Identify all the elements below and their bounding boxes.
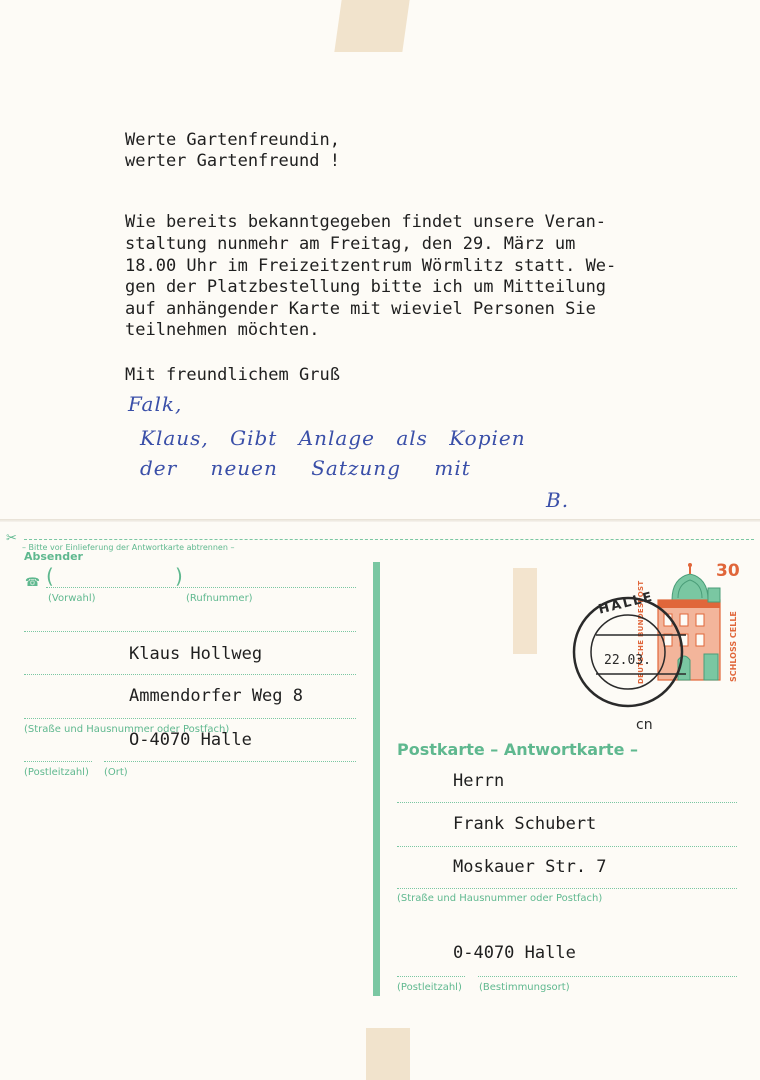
- sender-line-ort: [104, 761, 356, 762]
- handwriting-initial: B.: [546, 488, 570, 512]
- handwriting-line-1: Falk,: [128, 392, 183, 416]
- label-recipient-street: (Straße und Hausnummer oder Postfach): [397, 893, 603, 904]
- postmark-city: HALLE: [597, 589, 656, 618]
- recipient-salutation: Herrn: [453, 771, 505, 791]
- tape-mid: [513, 568, 537, 654]
- handwriting-line-3: der neuen Satzung mit: [140, 456, 471, 480]
- postmark-date: 22.03.: [604, 653, 651, 668]
- sender-city: O-4070 Halle: [129, 730, 252, 750]
- scissors-icon: ✂: [6, 531, 17, 546]
- card-divider: [373, 562, 380, 996]
- fold-line: [0, 519, 760, 522]
- body-line-2: staltung nunmehr am Freitag, den 29. März um: [125, 234, 576, 254]
- sender-line-2: [24, 674, 356, 675]
- body-line-6: teilnehmen möchten.: [125, 320, 320, 340]
- cut-line: [24, 539, 754, 540]
- body-line-4: gen der Platzbestellung bitte ich um Mitteilung: [125, 277, 607, 297]
- sender-label: Absender: [24, 550, 83, 563]
- postmark-code: cn: [636, 717, 653, 733]
- recipient-line-1: [397, 802, 737, 803]
- cut-instruction: – Bitte vor Einlieferung der Antwortkarte abtrennen –: [22, 543, 237, 552]
- body-line-5: auf anhängender Karte mit wieviel Personen Sie: [125, 299, 596, 319]
- label-sender-plz: (Postleitzahl): [24, 767, 89, 778]
- label-recipient-plz: (Postleitzahl): [397, 982, 462, 993]
- recipient-street: Moskauer Str. 7: [453, 857, 607, 877]
- recipient-line-3: [397, 888, 737, 889]
- handwriting-line-2: Klaus, Gibt Anlage als Kopien: [140, 426, 526, 450]
- sender-line-1: [24, 631, 356, 632]
- label-sender-ort: (Ort): [104, 767, 128, 778]
- label-recipient-ort: (Bestimmungsort): [479, 982, 570, 993]
- card-title: Postkarte – Antwortkarte –: [397, 740, 638, 759]
- greeting-line-1: Werte Gartenfreundin,: [125, 130, 340, 150]
- sender-street: Ammendorfer Weg 8: [129, 686, 303, 706]
- label-rufnummer: (Rufnummer): [186, 593, 253, 604]
- recipient-line-2: [397, 846, 737, 847]
- stamp-country: DEUTSCHE BUNDESPOST: [637, 580, 645, 684]
- phone-paren-open: (: [46, 564, 54, 588]
- phone-paren-close: ): [175, 564, 183, 588]
- stamp-motif: SCHLOSS CELLE: [729, 611, 738, 682]
- sender-line-3: [24, 718, 356, 719]
- tape-bottom: [366, 1028, 410, 1080]
- stamp-value: 30: [716, 561, 740, 581]
- body-line-1: Wie bereits bekanntgegeben findet unsere Veran-: [125, 212, 607, 232]
- phone-icon: ☎: [25, 575, 40, 589]
- sender-line-plz: [24, 761, 92, 762]
- recipient-city: 0-4070 Halle: [453, 943, 576, 963]
- phone-line: [46, 587, 356, 588]
- recipient-line-plz: [397, 976, 465, 977]
- sender-name: Klaus Hollweg: [129, 644, 263, 664]
- label-vorwahl: (Vorwahl): [48, 593, 96, 604]
- recipient-name: Frank Schubert: [453, 814, 597, 834]
- tape-top: [334, 0, 409, 52]
- closing: Mit freundlichem Gruß: [125, 365, 340, 385]
- recipient-line-ort: [478, 976, 737, 977]
- greeting-line-2: werter Gartenfreund !: [125, 151, 340, 171]
- label-sender-street: (Straße und Hausnummer oder Postfach): [24, 724, 230, 735]
- body-line-3: 18.00 Uhr im Freizeitzentrum Wörmlitz statt. We-: [125, 256, 617, 276]
